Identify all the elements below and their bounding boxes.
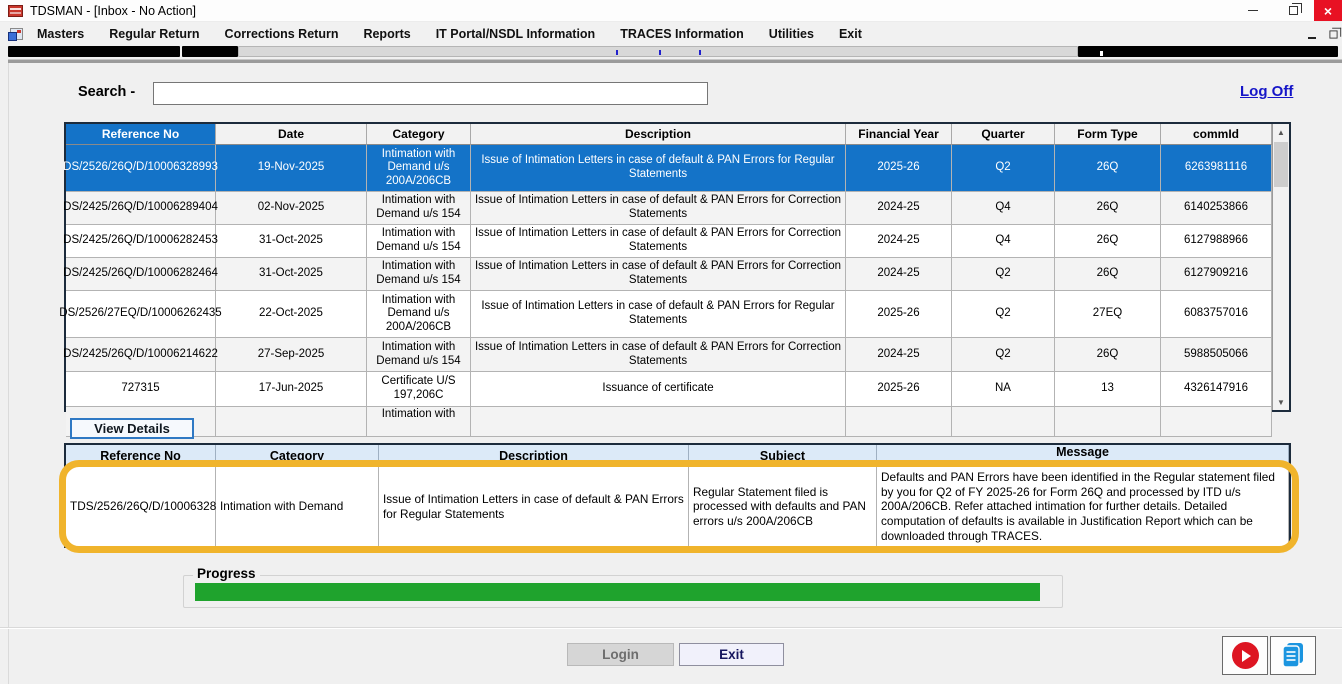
cell-date: 27-Sep-2025 — [216, 338, 367, 372]
column-header-financial-year[interactable]: Financial Year — [846, 124, 952, 145]
column-header-description[interactable]: Description — [471, 124, 846, 145]
details-table-header — [66, 445, 1289, 467]
table-row[interactable] — [66, 407, 1272, 437]
stacked-documents-icon — [1278, 641, 1308, 671]
close-button[interactable]: × — [1314, 0, 1342, 21]
cell-commid: 6127909216 — [1161, 258, 1272, 291]
column-header-date[interactable]: Date — [216, 124, 367, 145]
details-table — [64, 443, 1291, 548]
menu-item-exit[interactable]: Exit — [838, 27, 862, 41]
cell-description: Issue of Intimation Letters in case of default & PAN Errors for Regular Statements — [471, 145, 846, 192]
clipped-text-artifact — [616, 50, 618, 55]
cell-quarter: Q2 — [952, 258, 1055, 291]
cell-description: Issue of Intimation Letters in case of default & PAN Errors for Regular Statements — [471, 291, 846, 338]
cell-fy: 2025-26 — [846, 291, 952, 338]
column-header-reference-no[interactable]: Reference No — [66, 124, 216, 145]
menu-item-utilities[interactable]: Utilities — [768, 27, 814, 41]
details-column-subject: Subject — [689, 445, 877, 467]
details-cell-message: Defaults and PAN Errors have been identified in the Regular statement filed by you for Q2 of FY 2025-26 for Form 26Q and processed by ITD u/s 200A/206CB. Refer attached intimation for further details. Detailed computation of defaults is available in Justification Report which can be downloaded through TRACES. — [877, 467, 1289, 547]
play-icon — [1232, 642, 1259, 669]
menu-item-reports[interactable]: Reports — [363, 27, 411, 41]
cell-ref: DS/2425/26Q/D/10006282464 — [66, 258, 216, 291]
cell-commid: 6127988966 — [1161, 225, 1272, 258]
scrollbar-track[interactable] — [1273, 140, 1289, 394]
cell-form: 27EQ — [1055, 291, 1161, 338]
cell-date: 02-Nov-2025 — [216, 192, 367, 225]
restore-icon — [1289, 6, 1298, 15]
cell-fy: 2024-25 — [846, 258, 952, 291]
documents-button[interactable] — [1270, 636, 1316, 675]
table-row[interactable] — [63, 192, 1272, 225]
cell-fy: 2024-25 — [846, 338, 952, 372]
menu-item-regular-return[interactable]: Regular Return — [109, 27, 200, 41]
cell-ref: DS/2526/26Q/D/10006328993 — [66, 145, 216, 192]
column-header-quarter[interactable]: Quarter — [952, 124, 1055, 145]
table-row[interactable] — [66, 372, 1272, 407]
cell-commid: 4326147916 — [1161, 372, 1272, 407]
minimize-icon — [1248, 10, 1258, 12]
restore-button[interactable] — [1278, 0, 1308, 21]
panel-edge — [8, 63, 9, 684]
mdi-minimize-button[interactable] — [1303, 22, 1321, 46]
clipped-text-artifact — [699, 50, 701, 55]
cell-date — [216, 407, 367, 437]
cell-category: Certificate U/S 197,206C — [367, 372, 471, 407]
mdi-restore-button[interactable] — [1324, 22, 1342, 46]
cell-form: 26Q — [1055, 145, 1161, 192]
cell-category: Intimation with Demand u/s 200A/206CB — [367, 145, 471, 192]
cell-fy: 2025-26 — [846, 372, 952, 407]
details-column-message: Message — [877, 445, 1289, 467]
progress-label: Progress — [193, 566, 260, 581]
cell-commid — [1161, 407, 1272, 437]
cell-ref: DS/2526/27EQ/D/10006262435 — [66, 291, 216, 338]
clipped-header-artifact — [238, 46, 1078, 57]
clipped-header-artifact — [182, 46, 238, 57]
column-header-form-type[interactable]: Form Type — [1055, 124, 1161, 145]
progress-groupbox — [183, 566, 1063, 608]
mdi-child-icon — [10, 28, 23, 40]
column-header-category[interactable]: Category — [367, 124, 471, 145]
divider — [8, 59, 1342, 63]
menu-item-traces[interactable]: TRACES Information — [620, 27, 744, 41]
title-bar — [0, 0, 1342, 22]
cell-category: Intimation with Demand u/s 200A/206CB — [367, 291, 471, 338]
cell-quarter — [952, 407, 1055, 437]
cell-date: 22-Oct-2025 — [216, 291, 367, 338]
cell-description: Issuance of certificate — [471, 372, 846, 407]
progress-bar-fill — [195, 583, 1040, 601]
cell-ref: DS/2425/26Q/D/10006289404 — [66, 192, 216, 225]
clipped-text-artifact — [659, 50, 661, 55]
clipped-header-artifact — [8, 46, 180, 57]
cell-category: Intimation with Demand u/s 154 — [367, 258, 471, 291]
scrollbar-thumb[interactable] — [1274, 142, 1288, 187]
cell-category: Intimation with Demand u/s 154 — [367, 192, 471, 225]
clipped-text-artifact — [1100, 51, 1103, 56]
menu-item-it-portal-nsdl[interactable]: IT Portal/NSDL Information — [435, 27, 596, 41]
cell-quarter: NA — [952, 372, 1055, 407]
cell-date: 17-Jun-2025 — [216, 372, 367, 407]
clipped-header-artifact — [1078, 46, 1338, 57]
cell-form: 26Q — [1055, 338, 1161, 372]
cell-quarter: Q4 — [952, 192, 1055, 225]
details-column-description: Description — [379, 445, 689, 467]
cell-form: 26Q — [1055, 225, 1161, 258]
cell-form: 26Q — [1055, 258, 1161, 291]
inbox-table-body — [59, 145, 1272, 437]
cell-date: 31-Oct-2025 — [216, 258, 367, 291]
footer-divider — [0, 627, 1342, 629]
mdi-minimize-icon — [1308, 37, 1316, 39]
table-row[interactable] — [63, 225, 1272, 258]
cell-description: Issue of Intimation Letters in case of default & PAN Errors for Correction Statements — [471, 192, 846, 225]
exit-button[interactable]: Exit — [679, 643, 784, 666]
cell-fy: 2024-25 — [846, 192, 952, 225]
cell-category: Intimation with — [367, 407, 471, 437]
mdi-restore-icon — [1329, 30, 1337, 38]
table-row[interactable] — [63, 145, 1272, 192]
cell-ref: DS/2425/26Q/D/10006214622 — [66, 338, 216, 372]
details-column-category: Category — [216, 445, 379, 467]
cell-description: Issue of Intimation Letters in case of default & PAN Errors for Correction Statements — [471, 225, 846, 258]
cell-fy: 2025-26 — [846, 145, 952, 192]
video-help-button[interactable] — [1222, 636, 1268, 675]
log-off-link[interactable]: Log Off — [1240, 83, 1294, 100]
cell-form — [1055, 407, 1161, 437]
cell-commid: 6140253866 — [1161, 192, 1272, 225]
table-row[interactable] — [59, 291, 1272, 338]
vertical-scrollbar[interactable] — [1272, 124, 1289, 410]
cell-description: Issue of Intimation Letters in case of default & PAN Errors for Correction Statements — [471, 258, 846, 291]
play-triangle-icon — [1242, 650, 1251, 662]
inbox-grid — [59, 124, 1272, 420]
table-row[interactable] — [63, 338, 1272, 372]
inbox-table — [59, 122, 1291, 420]
cell-commid: 5988505066 — [1161, 338, 1272, 372]
details-row[interactable] — [66, 467, 1289, 547]
cell-commid: 6263981116 — [1161, 145, 1272, 192]
cell-description: Issue of Intimation Letters in case of default & PAN Errors for Correction Statements — [471, 338, 846, 372]
details-cell-description: Issue of Intimation Letters in case of default & PAN Errors for Regular Statements — [379, 467, 689, 547]
cell-fy: 2024-25 — [846, 225, 952, 258]
scroll-up-icon[interactable]: ▲ — [1273, 124, 1289, 140]
cell-quarter: Q2 — [952, 338, 1055, 372]
details-cell-category: Intimation with Demand — [216, 467, 379, 547]
cell-date: 31-Oct-2025 — [216, 225, 367, 258]
menu-item-corrections-return[interactable]: Corrections Return — [224, 27, 339, 41]
cell-quarter: Q2 — [952, 145, 1055, 192]
minimize-button[interactable] — [1238, 0, 1268, 21]
inbox-table-header — [66, 124, 1272, 145]
app-logo-icon — [8, 5, 23, 17]
cell-quarter: Q2 — [952, 291, 1055, 338]
cell-ref: 727315 — [66, 372, 216, 407]
table-row[interactable] — [63, 258, 1272, 291]
cell-date: 19-Nov-2025 — [216, 145, 367, 192]
cell-ref: DS/2425/26Q/D/10006282453 — [66, 225, 216, 258]
scroll-down-icon[interactable]: ▼ — [1273, 394, 1289, 410]
menu-items — [37, 27, 862, 41]
search-label: Search - — [78, 84, 136, 100]
cell-form: 26Q — [1055, 192, 1161, 225]
menu-item-masters[interactable]: Masters — [37, 27, 85, 41]
cell-form: 13 — [1055, 372, 1161, 407]
search-input[interactable] — [153, 82, 708, 105]
cell-description — [471, 407, 846, 437]
cell-fy — [846, 407, 952, 437]
details-column-reference-no: Reference No — [66, 445, 216, 467]
login-button[interactable]: Login — [567, 643, 674, 666]
cell-category: Intimation with Demand u/s 154 — [367, 225, 471, 258]
details-cell-reference: TDS/2526/26Q/D/10006328 — [66, 467, 216, 547]
column-header-commid[interactable]: commId — [1161, 124, 1272, 145]
window-title: TDSMAN - [Inbox - No Action] — [30, 4, 197, 18]
cell-category: Intimation with Demand u/s 154 — [367, 338, 471, 372]
cell-commid: 6083757016 — [1161, 291, 1272, 338]
view-details-button[interactable]: View Details — [70, 418, 194, 439]
menu-bar — [0, 22, 1342, 46]
cell-quarter: Q4 — [952, 225, 1055, 258]
details-cell-subject: Regular Statement filed is processed with defaults and PAN errors u/s 200A/206CB — [689, 467, 877, 547]
